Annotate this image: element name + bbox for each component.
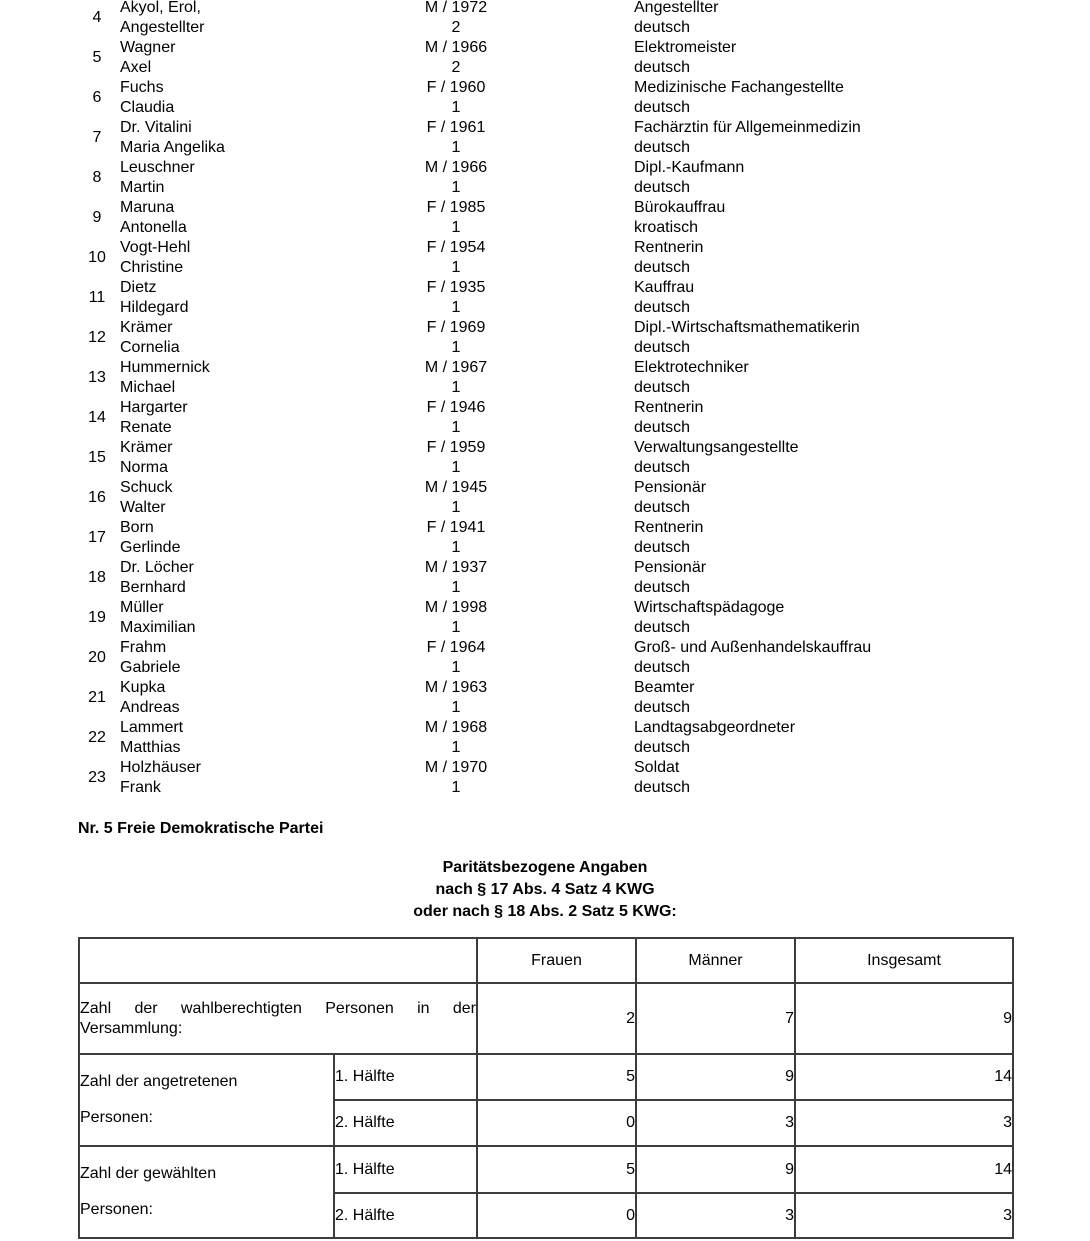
candidate-name-line1: Hargarter	[120, 399, 188, 416]
candidate-occupation: Elektrotechniker	[634, 359, 749, 376]
candidate-gender-year-block	[395, 478, 517, 518]
candidate-nationality: deutsch	[634, 139, 691, 156]
candidate-occupation-block	[634, 118, 861, 158]
parity-contested-h2-maenner: 3	[636, 1100, 795, 1146]
candidate-number: 15	[88, 449, 106, 466]
candidate-gender-year-block	[395, 358, 517, 398]
candidate-gender-year-block	[395, 278, 517, 318]
candidate-name-line2: Gerlinde	[120, 539, 181, 556]
parity-contested-h1-frauen: 5	[477, 1054, 636, 1100]
candidate-occupation-block	[634, 598, 784, 638]
candidate-occupation-block	[634, 198, 725, 238]
candidate-occupation-block	[634, 0, 719, 38]
parity-elected-h1-label: 1. Hälfte	[334, 1146, 477, 1193]
candidate-nationality: kroatisch	[634, 219, 699, 236]
candidate-name	[120, 758, 201, 798]
candidate-row	[0, 158, 1090, 198]
parity-contested-h1-insgesamt: 14	[795, 1054, 1013, 1100]
candidate-nationality: deutsch	[634, 459, 691, 476]
candidate-number: 7	[92, 129, 102, 146]
candidate-row	[0, 598, 1090, 638]
parity-row-eligible-label: Zahl der wahlberechtigten Personen in der Versammlung:	[79, 983, 477, 1054]
candidate-row	[0, 0, 1090, 38]
candidate-nationality: deutsch	[634, 259, 691, 276]
candidate-row	[0, 38, 1090, 78]
candidate-row	[0, 638, 1090, 678]
candidate-number: 12	[88, 329, 106, 346]
candidate-nationality: deutsch	[634, 99, 691, 116]
candidate-count: 2	[451, 19, 461, 36]
candidate-nationality: deutsch	[634, 539, 691, 556]
candidate-occupation: Wirtschaftspädagoge	[634, 599, 785, 616]
candidate-nationality: deutsch	[634, 179, 691, 196]
candidate-occupation-block	[634, 518, 703, 558]
candidate-gender-year-block	[395, 398, 517, 438]
candidate-nationality: deutsch	[634, 619, 691, 636]
candidate-gender-year-block	[395, 598, 517, 638]
candidate-row	[0, 518, 1090, 558]
candidate-row	[0, 438, 1090, 478]
candidate-count: 1	[451, 579, 461, 596]
candidate-count: 1	[451, 459, 461, 476]
candidate-name-line2: Andreas	[120, 699, 180, 716]
candidate-count: 1	[451, 299, 461, 316]
candidate-count: 1	[451, 739, 461, 756]
candidate-nationality: deutsch	[634, 779, 691, 796]
candidate-name	[120, 0, 205, 38]
candidate-row	[0, 118, 1090, 158]
candidate-name-line1: Hummernick	[120, 359, 210, 376]
candidate-gender-year: M / 1967	[424, 359, 488, 376]
candidate-gender-year: F / 1941	[426, 519, 486, 536]
candidate-gender-year-block	[395, 38, 517, 78]
candidate-gender-year: F / 1960	[426, 79, 486, 96]
candidate-name-line1: Lammert	[120, 719, 184, 736]
candidate-name-line2: Maria Angelika	[120, 139, 225, 156]
candidate-occupation: Groß- und Außenhandelskauffrau	[634, 639, 872, 656]
candidate-name-line2: Claudia	[120, 99, 175, 116]
candidate-count: 1	[451, 699, 461, 716]
candidate-name-line2: Norma	[120, 459, 169, 476]
candidate-name	[120, 238, 190, 278]
candidate-count: 1	[451, 779, 461, 796]
candidate-nationality: deutsch	[634, 739, 691, 756]
candidate-gender-year-block	[395, 678, 517, 718]
candidate-nationality: deutsch	[634, 59, 691, 76]
candidate-occupation-block	[634, 398, 703, 438]
candidate-occupation-block	[634, 278, 694, 318]
candidate-number: 13	[88, 369, 106, 386]
candidate-occupation: Rentnerin	[634, 519, 704, 536]
parity-header-insgesamt: Insgesamt	[795, 938, 1013, 983]
candidate-name-line1: Holzhäuser	[120, 759, 201, 776]
candidate-nationality: deutsch	[634, 379, 691, 396]
candidate-gender-year-block	[395, 198, 517, 238]
candidate-occupation: Rentnerin	[634, 239, 704, 256]
candidate-row	[0, 398, 1090, 438]
candidate-name-line2: Michael	[120, 379, 176, 396]
candidate-occupation: Medizinische Fachangestellte	[634, 79, 844, 96]
candidate-name	[120, 598, 196, 638]
parity-contested-label-line1: Zahl der angetretenen	[80, 1073, 238, 1090]
candidate-number: 19	[88, 609, 106, 626]
parity-contested-label-line2: Personen:	[80, 1109, 153, 1126]
candidate-name	[120, 558, 194, 598]
candidate-name-line2: Angestellter	[120, 19, 205, 36]
candidate-row	[0, 318, 1090, 358]
candidate-gender-year: F / 1964	[426, 639, 486, 656]
candidate-occupation-block	[634, 678, 694, 718]
candidate-occupation-block	[634, 318, 860, 358]
parity-header-maenner: Männer	[636, 938, 795, 983]
candidate-name-line2: Axel	[120, 59, 152, 76]
parity-elected-h2-maenner: 3	[636, 1193, 795, 1238]
candidate-count: 1	[451, 499, 461, 516]
candidate-occupation: Kauffrau	[634, 279, 695, 296]
candidate-count: 1	[451, 339, 461, 356]
parity-row-eligible	[79, 983, 1013, 1054]
candidate-name-line2: Matthias	[120, 739, 181, 756]
candidate-occupation-block	[634, 438, 799, 478]
candidate-occupation-block	[634, 38, 736, 78]
parity-contested-h1-maenner: 9	[636, 1054, 795, 1100]
candidate-occupation: Beamter	[634, 679, 695, 696]
candidate-name-line1: Müller	[120, 599, 164, 616]
candidate-gender-year: F / 1954	[426, 239, 486, 256]
candidate-name	[120, 278, 188, 318]
candidate-name-line1: Dr. Löcher	[120, 559, 194, 576]
candidate-gender-year-block	[395, 438, 517, 478]
candidate-number: 16	[88, 489, 106, 506]
candidate-name-line1: Vogt-Hehl	[120, 239, 191, 256]
candidate-count: 1	[451, 539, 461, 556]
candidate-name-line2: Martin	[120, 179, 165, 196]
candidate-nationality: deutsch	[634, 499, 691, 516]
candidate-number: 22	[88, 729, 106, 746]
candidate-gender-year: M / 1968	[424, 719, 488, 736]
candidate-name	[120, 478, 172, 518]
candidate-name-line2: Gabriele	[120, 659, 181, 676]
candidate-name	[120, 318, 180, 358]
parity-elected-h2-insgesamt: 3	[795, 1193, 1013, 1238]
candidate-gender-year-block	[395, 518, 517, 558]
parity-title-line1: Paritätsbezogene Angaben	[442, 859, 648, 876]
candidate-row	[0, 758, 1090, 798]
candidate-occupation-block	[634, 558, 706, 598]
candidate-occupation: Elektromeister	[634, 39, 737, 56]
candidate-gender-year-block	[395, 758, 517, 798]
candidate-count: 1	[451, 659, 461, 676]
parity-contested-label	[79, 1054, 334, 1146]
candidate-gender-year: M / 1966	[424, 159, 488, 176]
candidate-gender-year: M / 1966	[424, 39, 488, 56]
candidate-name	[120, 78, 174, 118]
candidate-gender-year: F / 1985	[426, 199, 486, 216]
candidate-occupation-block	[634, 238, 703, 278]
candidate-name-line2: Frank	[120, 779, 161, 796]
parity-row-contested-h1	[79, 1054, 1013, 1100]
candidate-occupation: Bürokauffrau	[634, 199, 726, 216]
candidate-name-line1: Maruna	[120, 199, 175, 216]
parity-elected-h1-insgesamt: 14	[795, 1146, 1013, 1193]
candidate-name-line2: Renate	[120, 419, 172, 436]
candidate-name	[120, 718, 183, 758]
candidate-name-line1: Fuchs	[120, 79, 164, 96]
candidate-number: 21	[88, 689, 106, 706]
candidate-nationality: deutsch	[634, 659, 691, 676]
candidate-name-line2: Maximilian	[120, 619, 196, 636]
candidate-row	[0, 718, 1090, 758]
candidate-number: 8	[92, 169, 102, 186]
parity-title-line3: oder nach § 18 Abs. 2 Satz 5 KWG:	[413, 903, 677, 920]
candidate-name-line1: Born	[120, 519, 154, 536]
candidate-name-line1: Kupka	[120, 679, 166, 696]
candidate-number: 6	[92, 89, 102, 106]
candidate-nationality: deutsch	[634, 339, 691, 356]
candidate-name-line1: Schuck	[120, 479, 173, 496]
parity-header-empty-cell	[79, 938, 477, 983]
parity-contested-h2-label: 2. Hälfte	[334, 1100, 477, 1146]
candidate-nationality: deutsch	[634, 299, 691, 316]
parity-elected-label	[79, 1146, 334, 1238]
candidate-gender-year-block	[395, 638, 517, 678]
parity-elected-h2-frauen: 0	[477, 1193, 636, 1238]
parity-contested-h1-label: 1. Hälfte	[334, 1054, 477, 1100]
candidate-number: 18	[88, 569, 106, 586]
candidate-gender-year-block	[395, 558, 517, 598]
candidate-occupation: Soldat	[634, 759, 680, 776]
candidate-name	[120, 358, 210, 398]
parity-elected-label-line1: Zahl der gewählten	[80, 1165, 217, 1182]
candidate-row	[0, 478, 1090, 518]
candidate-gender-year-block	[395, 78, 517, 118]
candidate-number: 14	[88, 409, 106, 426]
candidate-name	[120, 158, 195, 198]
candidate-gender-year: M / 1970	[424, 759, 488, 776]
candidate-nationality: deutsch	[634, 579, 691, 596]
candidate-gender-year: F / 1959	[426, 439, 486, 456]
candidate-number: 11	[88, 289, 106, 306]
candidate-occupation-block	[634, 758, 690, 798]
candidate-occupation-block	[634, 718, 795, 758]
candidate-name	[120, 438, 172, 478]
candidate-name	[120, 118, 225, 158]
candidate-name	[120, 678, 180, 718]
candidate-name-line1: Krämer	[120, 319, 173, 336]
candidate-gender-year: M / 1972	[424, 0, 488, 16]
candidate-count: 1	[451, 379, 461, 396]
candidate-name-line2: Bernhard	[120, 579, 186, 596]
candidate-name-line1: Krämer	[120, 439, 173, 456]
candidate-count: 2	[451, 59, 461, 76]
candidate-name	[120, 398, 188, 438]
parity-contested-h2-insgesamt: 3	[795, 1100, 1013, 1146]
candidate-row	[0, 278, 1090, 318]
candidate-name	[120, 638, 180, 678]
candidate-name-line1: Dr. Vitalini	[120, 119, 192, 136]
parity-header-frauen: Frauen	[477, 938, 636, 983]
candidate-occupation: Fachärztin für Allgemeinmedizin	[634, 119, 861, 136]
candidate-gender-year-block	[395, 158, 517, 198]
candidate-name-line1: Wagner	[120, 39, 176, 56]
parity-title-line2: nach § 17 Abs. 4 Satz 4 KWG	[435, 881, 655, 898]
candidate-occupation-block	[634, 638, 871, 678]
parity-table	[78, 937, 1014, 1239]
candidate-name-line1: Dietz	[120, 279, 157, 296]
candidate-number: 9	[92, 209, 102, 226]
candidate-occupation: Landtagsabgeordneter	[634, 719, 796, 736]
candidate-name-line1: Akyol, Erol,	[120, 0, 201, 16]
candidate-gender-year: M / 1998	[424, 599, 488, 616]
candidate-count: 1	[451, 259, 461, 276]
candidate-nationality: deutsch	[634, 699, 691, 716]
candidate-name-line2: Christine	[120, 259, 184, 276]
candidate-count: 1	[451, 99, 461, 116]
candidate-count: 1	[451, 619, 461, 636]
parity-contested-h2-frauen: 0	[477, 1100, 636, 1146]
candidate-count: 1	[451, 179, 461, 196]
candidate-number: 5	[92, 49, 102, 66]
candidate-row	[0, 678, 1090, 718]
candidate-gender-year-block	[395, 318, 517, 358]
candidate-gender-year: M / 1937	[424, 559, 488, 576]
candidate-name	[120, 198, 187, 238]
candidate-name-line1: Leuschner	[120, 159, 195, 176]
candidate-name	[120, 518, 180, 558]
candidate-number: 10	[88, 249, 106, 266]
candidate-count: 1	[451, 139, 461, 156]
candidate-row	[0, 238, 1090, 278]
candidate-number: 4	[92, 9, 102, 26]
candidate-name-line2: Hildegard	[120, 299, 189, 316]
candidate-gender-year-block	[395, 718, 517, 758]
candidate-gender-year: F / 1961	[426, 119, 486, 136]
candidate-gender-year-block	[395, 0, 517, 38]
candidate-occupation-block	[634, 78, 844, 118]
parity-row-elected-h1	[79, 1146, 1013, 1193]
candidate-gender-year: F / 1969	[426, 319, 486, 336]
candidate-gender-year: M / 1945	[424, 479, 488, 496]
candidate-occupation: Dipl.-Kaufmann	[634, 159, 745, 176]
parity-elected-h1-frauen: 5	[477, 1146, 636, 1193]
candidate-occupation-block	[634, 478, 706, 518]
candidate-number: 20	[88, 649, 106, 666]
candidate-name-line2: Cornelia	[120, 339, 180, 356]
candidate-gender-year-block	[395, 118, 517, 158]
candidate-number: 23	[88, 769, 106, 786]
candidate-count: 1	[451, 419, 461, 436]
parity-elected-label-line2: Personen:	[80, 1201, 153, 1218]
parity-elected-h2-label: 2. Hälfte	[334, 1193, 477, 1238]
parity-eligible-frauen: 2	[477, 983, 636, 1054]
parity-elected-h1-maenner: 9	[636, 1146, 795, 1193]
candidate-occupation: Dipl.-Wirtschaftsmathematikerin	[634, 319, 860, 336]
parity-eligible-maenner: 7	[636, 983, 795, 1054]
candidate-occupation: Rentnerin	[634, 399, 704, 416]
candidate-row	[0, 558, 1090, 598]
candidate-row	[0, 78, 1090, 118]
parity-header-row	[79, 938, 1013, 983]
candidate-nationality: deutsch	[634, 419, 691, 436]
candidate-occupation: Verwaltungsangestellte	[634, 439, 799, 456]
candidate-name-line2: Walter	[120, 499, 166, 516]
candidate-occupation: Pensionär	[634, 559, 707, 576]
candidate-nationality: deutsch	[634, 19, 691, 36]
parity-eligible-insgesamt: 9	[795, 983, 1013, 1054]
candidate-occupation-block	[634, 158, 744, 198]
candidate-name-line1: Frahm	[120, 639, 167, 656]
candidate-gender-year: F / 1935	[426, 279, 486, 296]
candidate-count: 1	[451, 219, 461, 236]
candidate-gender-year: M / 1963	[424, 679, 488, 696]
party-heading: Nr. 5 Freie Demokratische Partei	[78, 820, 324, 837]
candidate-occupation: Pensionär	[634, 479, 707, 496]
candidate-occupation: Angestellter	[634, 0, 719, 16]
parity-title	[0, 857, 1090, 923]
candidate-name-line2: Antonella	[120, 219, 187, 236]
candidate-name	[120, 38, 175, 78]
candidate-occupation-block	[634, 358, 749, 398]
candidate-gender-year-block	[395, 238, 517, 278]
candidate-row	[0, 358, 1090, 398]
candidate-row	[0, 198, 1090, 238]
candidate-gender-year: F / 1946	[426, 399, 486, 416]
candidate-number: 17	[88, 529, 106, 546]
